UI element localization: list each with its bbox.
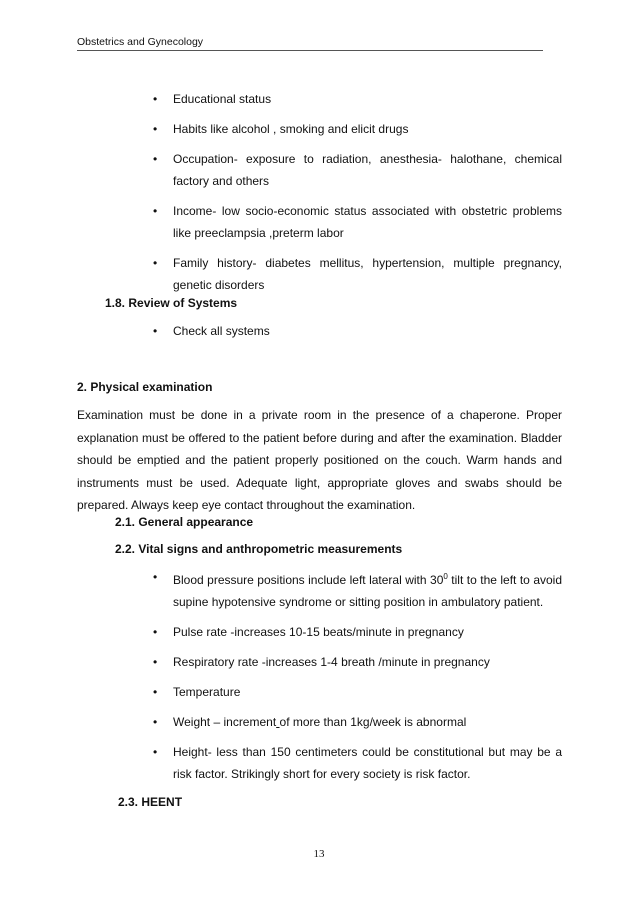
list-item: • Pulse rate -increases 10-15 beats/minute in pregnancy xyxy=(151,621,562,643)
exam-paragraph: Examination must be done in a private room in the presence of a chaperone. Proper explanation must be offered to the patient before during and after the examination. Bladder should be emptied and the patient properly positioned on the couch. Warm hands and instruments must be used. Adequate light, appropriate gloves and swabs should be prepared. Always keep eye contact throughout the examination. xyxy=(77,408,562,512)
list-item: • Educational status xyxy=(151,88,562,110)
bullet-icon: • xyxy=(153,152,158,166)
list-item: • Check all systems xyxy=(151,320,562,342)
bullet-icon: • xyxy=(153,715,158,729)
bullet-icon: • xyxy=(153,256,158,270)
section-heading-2-1: 2.1. General appearance xyxy=(115,515,254,529)
bullet-icon: • xyxy=(153,625,158,639)
list-item: • Blood pressure positions include left lateral with $30^0$ tilt to the left to avoid supine hypotensive syndrome or sitting position in ambulatory patient. xyxy=(151,566,562,613)
list-item: • Respiratory rate -increases 1-4 breath /minute in pregnancy xyxy=(151,651,562,673)
bullet-icon: • xyxy=(153,324,158,338)
section-heading-1-8: 1.8. Review of Systems xyxy=(105,296,238,310)
page-number: 13 xyxy=(313,848,325,860)
list-item: • Height- less than 150 centimeters could be constitutional but may be a risk factor. Strikingly short for every society is risk factor. xyxy=(151,741,562,785)
section-heading-2-2: 2.2. Vital signs and anthropometric measurements xyxy=(115,542,403,556)
bullet-icon: • xyxy=(153,655,158,669)
bullet-icon: • xyxy=(153,745,158,759)
list-item: • Weight – increment of more than 1kg/week is abnormal xyxy=(151,711,562,733)
bullet-icon: • xyxy=(153,685,158,699)
review-list xyxy=(151,320,562,342)
list-item: • Occupation- exposure to radiation, anesthesia- halothane, chemical factory and others xyxy=(151,148,562,192)
section-heading-2-3: 2.3. HEENT xyxy=(118,795,183,809)
list-item: • Income- low socio-economic status associated with obstetric problems like preeclampsia ,preterm labor xyxy=(151,200,562,244)
running-header: Obstetrics and Gynecology xyxy=(77,36,543,51)
list-item: • Habits like alcohol , smoking and elicit drugs xyxy=(151,118,562,140)
bullet-icon: • xyxy=(153,122,158,136)
history-list xyxy=(151,88,562,296)
bullet-icon: • xyxy=(153,204,158,218)
vital-signs-list xyxy=(151,566,562,785)
list-item: • Family history- diabetes mellitus, hypertension, multiple pregnancy, genetic disorders xyxy=(151,252,562,296)
bullet-icon: • xyxy=(153,570,158,584)
list-item: • Temperature xyxy=(151,681,562,703)
bullet-icon: • xyxy=(153,92,158,106)
section-heading-2: 2. Physical examination xyxy=(77,380,213,394)
